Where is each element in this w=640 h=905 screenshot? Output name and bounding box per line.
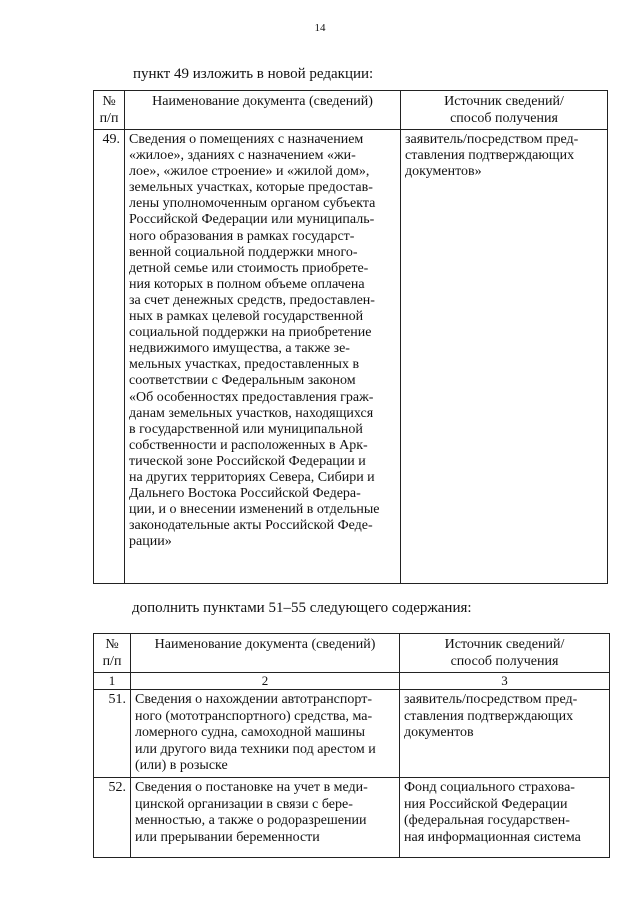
row-document-name: Сведения о нахождении автотранспорт- ного (мототранспортного) средства, ма- ломерного судна, самоходной машины или другого вида техники под арестом и (или) в розыске: [131, 690, 400, 778]
documents-table-items-51-55: [93, 633, 610, 858]
header-source: Источник сведений/ способ получения: [400, 634, 610, 673]
row-source: Фонд социального страхова- ния Российской Федерации (федеральная государствен- ная информационная система: [400, 778, 610, 858]
documents-table-item-49: [93, 90, 608, 584]
page-number: 14: [314, 22, 326, 34]
intro-text-items-51-55: дополнить пунктами 51–55 следующего содержания:: [132, 600, 472, 616]
row-number: 52.: [94, 778, 131, 858]
intro-text-item-49: пункт 49 изложить в новой редакции:: [133, 66, 374, 82]
row-document-name: Сведения о постановке на учет в меди- цинской организации в связи с бере- менностью, а также о родоразрешении или прерывании беременности: [131, 778, 400, 858]
row-number: 49.: [94, 130, 125, 584]
table-row: [94, 778, 610, 858]
table-row: [94, 690, 610, 778]
column-index-row: [94, 673, 610, 690]
header-num: № п/п: [94, 91, 125, 130]
row-source: заявитель/посредством пред- ставления подтверждающих документов: [400, 690, 610, 778]
row-number: 51.: [94, 690, 131, 778]
row-source: заявитель/посредством пред- ставления подтверждающих документов»: [401, 130, 608, 584]
column-index-1: 1: [94, 673, 131, 690]
header-name: Наименование документа (сведений): [131, 634, 400, 673]
table-row: [94, 130, 608, 584]
table-header-row: [94, 91, 608, 130]
row-document-name: Сведения о помещениях с назначением «жилое», зданиях с назначением «жи- лое», «жилое строение» и «жилой дом», земельных участках, которые предостав- лены уполномоченным органом субъекта Российской Федерации или муниципаль- ного образования в рамках государст- венной социальной поддержки много- детной семье или стоимость приобрете- ния которых в полном объеме оплачена за счет денежных средств, предоставлен- ных в рамках целевой государственной социальной поддержки на приобретение недвижимого имущества, а также зе- мельных участках, предоставленных в соответствии с Федеральным законом «Об особенностях предоставления граж- данам земельных участков, находящихся в государственной или муниципальной собственности и расположенных в Арк- тической зоне Российской Федерации и на других территориях Севера, Сибири и Дальнего Востока Российской Федера- ции, и о внесении изменений в отдельные законодательные акты Российской Феде- рации»: [125, 130, 401, 584]
column-index-3: 3: [400, 673, 610, 690]
header-source: Источник сведений/ способ получения: [401, 91, 608, 130]
table-header-row: [94, 634, 610, 673]
column-index-2: 2: [131, 673, 400, 690]
header-name: Наименование документа (сведений): [125, 91, 401, 130]
header-num: № п/п: [94, 634, 131, 673]
